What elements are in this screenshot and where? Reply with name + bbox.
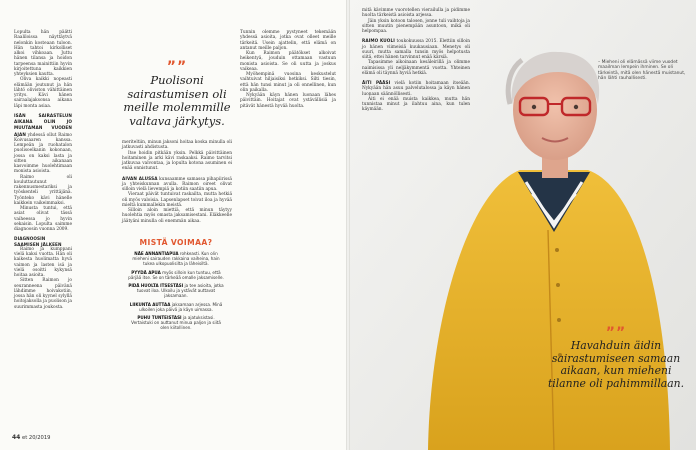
paragraph: mitä kävimme vuorotellen vierailulla ja pidimme huolta tärkeistä asioista arjessa.	[362, 8, 470, 19]
paragraph-lead: AIVAN ALUSSA	[122, 175, 158, 181]
tips-box	[128, 238, 224, 331]
paragraph: Jäin yksin kotoon talosen, jonne tuli vaihtoja ja sitten muutin pienempään asuntoon, mikä oli helpompaa.	[362, 18, 470, 34]
paragraph: Tunnin olemme pystyneet tekemään yhdessä asioita, jotka ovat olleet meille tärkeitä. Usein ajattelin, että elämä on antanut meille paljon.	[240, 30, 336, 51]
paragraph: Lopulta hän päätti Raaliloissa näyttäytvä nelonkin kosteaan tuloon. Hän tahtoi kirkolliset alkoi vihkoaan. Juttu hänen tilansa ja hoidon tarpeensa mainittiin hyvin kirjoitettuna kaikkien yhteyksien kautta.	[14, 30, 72, 77]
quote-text: Havahduin äidin sairastumiseen samaan aikaan, kun mieheni tilanne oli pahimmillaan.	[547, 339, 685, 390]
paragraph: Nykyään käyn hänen luonaan lähes päivittäin. Hoitajat ovat ystävällisiä ja pitävät hänestä hyvää huolta.	[240, 93, 336, 109]
tip-item: NÄE ANNANTIAPUA rohkeasti. Kun olin mieheni sairauden rakkaina vaiheina, hain tukea ulkopuolisilta ja läheisiltä.	[132, 251, 220, 267]
text-column-1	[14, 30, 72, 310]
paragraph: Silloin aloin miettiä, että minun täytyy huolehtia myös omasta jaksamisestani. Eläkkeelle jäätyäni minulla oli enemmän aikaa.	[122, 208, 232, 224]
paragraph: Kun Raimon päätökset alkoivat heikentyä, jouduin ottamaan vastuun monista asioista. Se oli uutta ja joskus vaikeaa.	[240, 51, 336, 72]
page-folio	[12, 434, 50, 441]
quote-mark-icon: ””	[166, 59, 188, 75]
paragraph: Sitten Raimon jo seuranneena päivänä lähdimme hoivakotiin, jossa hän oli kyynel sylyllä hoitojaksolla ja puolison ja suurimmasta joukosta.	[14, 278, 72, 310]
paragraph: Äiti ei enää muista kaikkea, mutta hän tunnistaa minut ja ilahtuu aina, kun tulen käymään.	[362, 96, 470, 113]
paragraph: toukokuussa 2015. Elettiin silloin jo hänen viimeisiä kuukausiaan. Menetys oli suuri, mutta samalla tunsin myös helpotusta siitä, ettei hänen tarvinnut enää kärsiä.	[362, 39, 470, 60]
tips-box-title: MISTÄ VOIMAA?	[139, 238, 213, 247]
photo-caption: – Mieheni oli elämässä viime vuodet maailman lempein ihminen. Se oli tärkeintä, mitä olen hänestä muistanut, hän lähti rauhallisesti.	[598, 60, 686, 82]
text-column-2	[122, 140, 232, 224]
paragraph: Tapasimme aikoinaan kesäleirillä ja olimme naimisissa yli neljäkymmentä vuotta. Yhteinen elämä oli täynnä hyviä hetkiä.	[362, 60, 470, 76]
text-column-right-1	[362, 8, 470, 113]
tip-item: PYYDÄ APUA myös silloin kun tuntuu, että pärjää itse. Se on tärkeää omalle jaksamiselle.	[128, 269, 224, 280]
quote-mark-icon: ””	[605, 325, 627, 341]
paragraph: Myöhempinä vuosina keskustelut vaihtuivat hiljaisiksi hetkiksi. Silti tiesin, että hän tunsi minut ja oli onnellinen, kun olin paikalla.	[240, 72, 336, 93]
pull-quote	[122, 60, 232, 128]
right-page	[348, 0, 696, 450]
quote-text: Puolisoni sairastumisen oli meille molemmille valtava järkytys.	[123, 73, 231, 128]
text-column-3	[240, 30, 336, 109]
tip-item: LIIKUNTA AUTTAA jaksamaan arjessa. Minä ulkoilen joka päivä ja käyn uimassa.	[129, 301, 223, 312]
magazine-issue: et 20/2019	[22, 435, 51, 441]
paragraph: Oliva kaikki nopeasti elämään joutunut ja hän lähtö oliviston vähittäinen yritys. Kävi hänen sairaalajaksonsa aikana läpi monta asiaa.	[14, 77, 72, 109]
paragraph: Minusta tuntui, että asiat olivat tässä vaiheessa jo hyvin sekaisin. Lopulta saimme diagnoosin vuonna 2009.	[14, 206, 72, 232]
paragraph: vielä kotiin hoitamaan itseään. Nykyään hän asuu palvelutalossa ja käyn hänen luonaan säännöllisesti.	[362, 81, 470, 97]
spread-gutter	[346, 0, 350, 450]
paragraph: Raimo oli kouluttautunut rakennusmestariksi ja työskenteli yrittäjänä. Työnteko kävi hänelle kaikkein vaikeimmaksi.	[14, 174, 72, 206]
page-number: 44	[12, 434, 21, 441]
paragraph-lead: ISÄN SAIRASTELUN AIKANA OLIN JO MUUTAMAN VUODEN AJAN	[14, 112, 72, 137]
pull-quote-right	[546, 326, 686, 390]
tips-box-body	[128, 251, 224, 331]
paragraph: Vieraat päivät tuntuivat raskailta, mutta hetkiä oli myös valoisia. Lapsenlapset toivat iloa ja hyvää mieltä kummallekin meistä.	[122, 192, 232, 208]
tip-item: PIDÄ HUOLTA ITSESTÄSI ja tee asioita, jotka tuovat iloa. Ulkoilu ja ystävät auttavat jaksamaan.	[128, 283, 224, 299]
paragraph-lead: RAIMO KUOLI	[362, 38, 395, 44]
paragraph: kunsaamme samassa pihapiirissä ja yhteiskunnan avulla. Raimon oireet olivat silloin vielä lievempiä ja kotiin saatiin apua.	[122, 176, 232, 192]
paragraph: Raimo ja kumppani vielä kaksi vuotta. Hän oli kaikesta huolimatta hyvä vaimon ja lasten isä ja vielä osoitti kykynsä hoitaa asioita.	[14, 246, 72, 278]
paragraph: meriteltiin, minun jaksoni hoitaa koska minulla oli jatkuvasti ahdistusta.	[122, 140, 232, 151]
paragraph: Itse hoidin pitkään yksin. Pelkkä päivittäinen hoitaminen ja arki kävi raskaaksi. Raimo tarvitsi jatkuvaa valvontaa, ja lopulta kotona asuminen ei enää onnistunut.	[122, 150, 232, 172]
paragraph: yhdessä ollut Raimo Koivusaaren kanssa. Lempeän ja ruohatalon puolisoelkanin kokonaan, jossa on kaksi lasta ja sitten aikanaan kasvoimme huolehtimaan monista asioista.	[14, 132, 72, 175]
tip-item: PUHU TUNTEISTASI ja ajatuksistasi. Vertaistuki on auttanut minua paljon ja siitä olen kiitollinen.	[131, 315, 221, 331]
subheading: DIAGNOOSIN SAAMISEN JÄLKEEN	[14, 236, 62, 247]
paragraph-lead: ÄITI PÄÄSI	[362, 80, 391, 85]
